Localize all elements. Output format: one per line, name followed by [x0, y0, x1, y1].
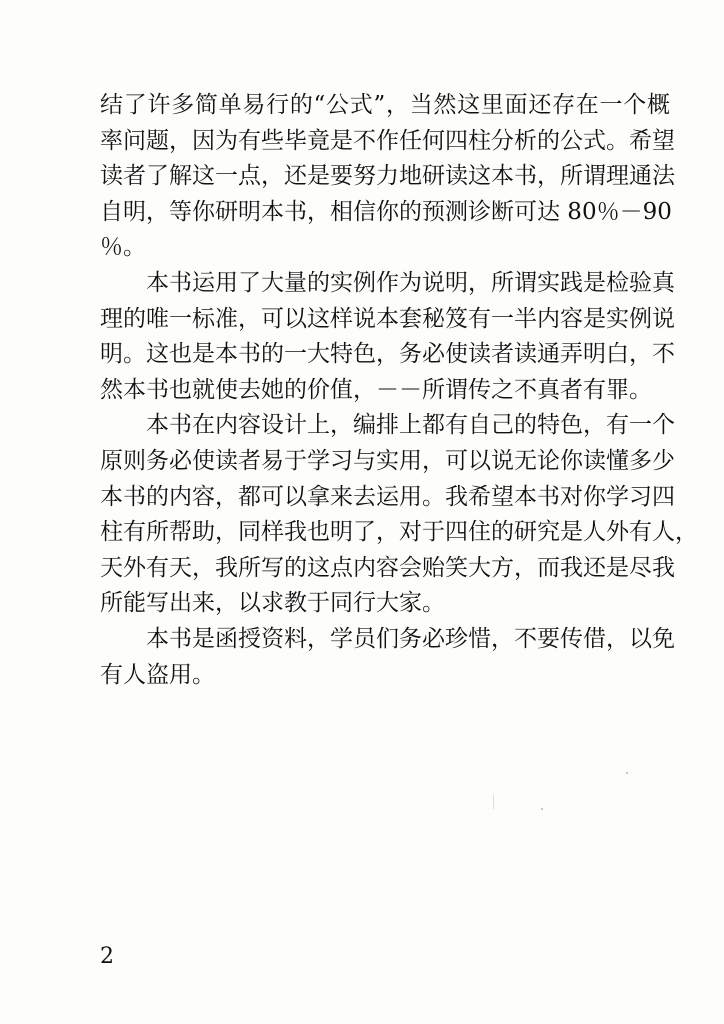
text-line: 然本书也就使去她的价值，－－所谓传之不真者有罪。: [100, 376, 652, 403]
page-number: 2: [100, 944, 114, 969]
text-line: 读者了解这一点，还是要努力地研读这本书，所谓理通法: [100, 163, 675, 190]
text-line: 明。这也是本书的一大特色，务必使读者读通弄明白，不: [100, 341, 675, 368]
text-line: 结了许多简单易行的“公式”，当然这里面还存在一个概: [100, 92, 670, 118]
text-line: ％。: [100, 234, 146, 261]
text-line: 本书在内容设计上，编排上都有自己的特色，有一个: [146, 412, 675, 439]
text-line: 理的唯一标准，可以这样说本套秘笈有一半内容是实例说: [100, 305, 675, 332]
scan-speck: [541, 808, 543, 810]
text-line: 本书运用了大量的实例作为说明，所谓实践是检验真: [146, 269, 675, 296]
scan-speck: [493, 795, 494, 809]
text-line: 天外有天，我所写的这点内容会贻笑大方，而我还是尽我: [100, 554, 675, 581]
text-line: 柱有所帮助，同样我也明了，对于四住的研究是人外有人，: [100, 519, 698, 546]
body-text: [100, 88, 698, 693]
text-line: 本书的内容，都可以拿来去运用。我希望本书对你学习四: [100, 483, 675, 510]
text-line: 所能写出来，以求教于同行大家。: [100, 590, 445, 617]
text-line: 原则务必使读者易于学习与实用，可以说无论你读懂多少: [100, 447, 675, 474]
scan-speck: [626, 772, 628, 774]
text-line: 率问题，因为有些毕竟是不作任何四柱分析的公式。希望: [100, 127, 675, 154]
text-line: 本书是函授资料，学员们务必珍惜，不要传借，以免: [146, 625, 675, 652]
text-line: 有人盗用。: [100, 661, 215, 688]
text-line: 自明，等你研明本书，相信你的预测诊断可达 80％－90: [100, 198, 672, 225]
